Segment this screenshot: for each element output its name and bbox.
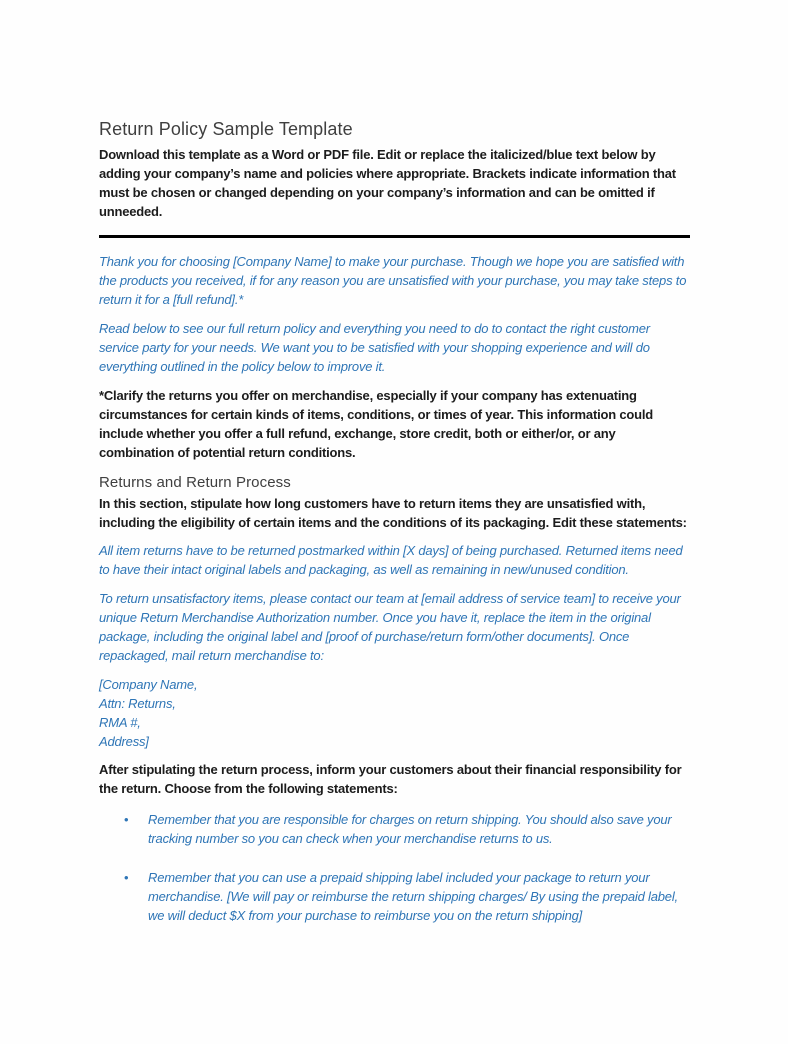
list-item: [124, 868, 690, 925]
rma-instructions-paragraph: To return unsatisfactory items, please contact our team at [email address of service team] to receive your unique Return Merchandise Authorization number. Once you have it, replace the item in the original package, including the original label and [proof of purchase/return form/other documents]. Once repackaged, mail return merchandise to:: [99, 591, 681, 663]
section-instruction: In this section, stipulate how long customers have to return items they are unsatisfied with, including the eligibility of certain items and the conditions of its packaging. Edit these statements:: [99, 496, 687, 530]
intro-note: Download this template as a Word or PDF file. Edit or replace the italicized/blue text below by adding your company’s name and policies where appropriate. Brackets indicate information that must be chosen or changed depending on your company’s information and can be omitted if unneeded.: [99, 147, 676, 219]
address-line-rma: RMA #,: [99, 715, 141, 730]
page-title: Return Policy Sample Template: [99, 119, 353, 139]
address-line-company: [Company Name,: [99, 677, 198, 692]
statement-options-list: [99, 810, 690, 925]
section-heading-returns: Returns and Return Process: [99, 474, 291, 491]
list-item: [124, 810, 690, 848]
bullet-icon: •: [124, 812, 129, 827]
returns-window-paragraph: All item returns have to be returned postmarked within [X days] of being purchased. Returned items need to have their intact original labels and packaging, as well as remaining in new/unused condition.: [99, 543, 683, 577]
section-divider: [99, 235, 690, 238]
address-line-attn: Attn: Returns,: [99, 696, 176, 711]
read-below-paragraph: Read below to see our full return policy and everything you need to do to contact the right customer service party for your needs. We want you to be satisfied with your shopping experience and will do everything outlined in the policy below to improve it.: [99, 321, 650, 374]
address-line-address: Address]: [99, 734, 149, 749]
bullet-text-shipping-charges: Remember that you are responsible for charges on return shipping. You should also save your tracking number so you can check when your merchandise returns to us.: [148, 812, 672, 846]
bullet-text-prepaid-label: Remember that you can use a prepaid shipping label included your package to return your merchandise. [We will pay or reimburse the return shipping charges/ By using the prepaid label, we will deduct $X from your purchase to reimburse you on the return shipping]: [148, 870, 678, 923]
return-address-block: [99, 675, 690, 751]
clarify-note: *Clarify the returns you offer on merchandise, especially if your company has extenuating circumstances for certain kinds of items, conditions, or times of year. This information could include whether you offer a full refund, exchange, store credit, both or either/or, or any combination of potential return conditions.: [99, 388, 654, 460]
thank-you-paragraph: Thank you for choosing [Company Name] to make your purchase. Though we hope you are satisfied with the products you received, if for any reason you are unsatisfied with your purchase, you may take steps to return it for a [full refund].*: [99, 254, 687, 307]
financial-responsibility-note: After stipulating the return process, inform your customers about their financial responsibility for the return. Choose from the following statements:: [99, 762, 682, 796]
bullet-icon: •: [124, 870, 129, 885]
